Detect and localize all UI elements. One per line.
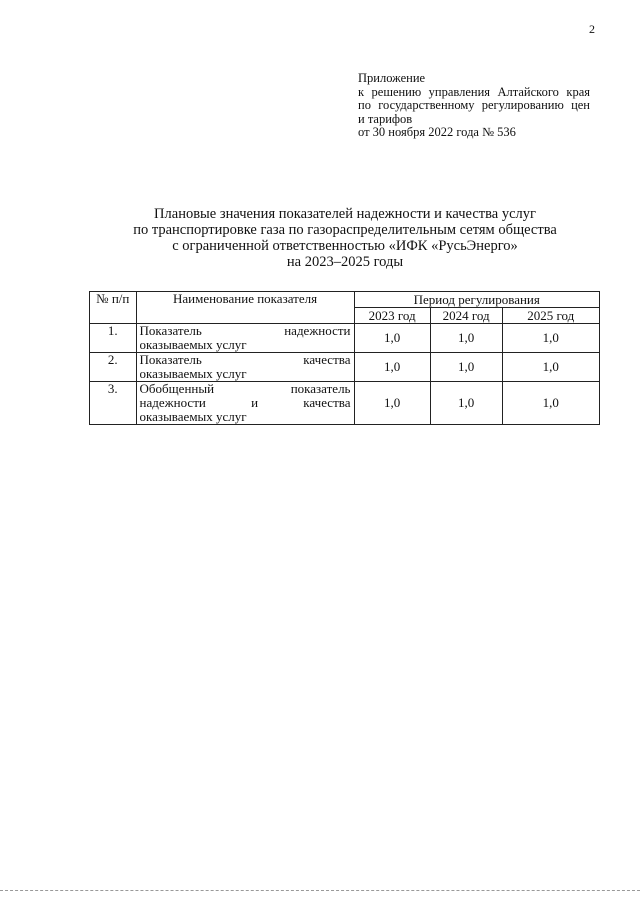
row-number: 2. bbox=[90, 353, 137, 382]
column-header-period: Период регулирования bbox=[354, 292, 600, 308]
indicator-name-line: Обобщенный показатель bbox=[139, 381, 351, 396]
column-header-year: 2025 год bbox=[502, 308, 599, 324]
indicator-name-line: надежности и качества bbox=[139, 395, 351, 410]
value-cell: 1,0 bbox=[430, 382, 502, 425]
indicator-name bbox=[136, 324, 354, 353]
appendix-line: к решению управления Алтайского края bbox=[358, 84, 590, 99]
value-cell: 1,0 bbox=[502, 324, 599, 353]
appendix-header bbox=[358, 72, 590, 140]
column-header-year: 2024 год bbox=[430, 308, 502, 324]
indicator-name bbox=[136, 382, 354, 425]
table-header-row bbox=[90, 292, 600, 308]
page-number: 2 bbox=[589, 22, 595, 36]
row-number: 3. bbox=[90, 382, 137, 425]
value-cell: 1,0 bbox=[354, 324, 430, 353]
title-line: на 2023–2025 годы bbox=[286, 254, 404, 270]
title-line: Плановые значения показателей надежности и качества услуг bbox=[154, 206, 536, 222]
appendix-line: по государственному регулированию цен bbox=[358, 98, 590, 112]
indicators-table bbox=[89, 291, 600, 425]
indicator-name bbox=[136, 353, 354, 382]
row-number: 1. bbox=[90, 324, 137, 353]
column-header-year: 2023 год bbox=[354, 308, 430, 324]
title-line: по транспортировке газа по газораспределительным сетям общества bbox=[133, 222, 557, 238]
appendix-line: и тарифов bbox=[358, 111, 413, 126]
indicator-name-line: Показатель качества bbox=[139, 352, 351, 367]
indicator-name-line: оказываемых услуг bbox=[139, 337, 247, 352]
column-header-number: № п/п bbox=[90, 292, 137, 324]
value-cell: 1,0 bbox=[354, 353, 430, 382]
table-row bbox=[90, 324, 600, 353]
value-cell: 1,0 bbox=[430, 353, 502, 382]
value-cell: 1,0 bbox=[354, 382, 430, 425]
table-row bbox=[90, 353, 600, 382]
indicator-name-line: Показатель надежности bbox=[139, 323, 351, 338]
indicator-name-line: оказываемых услуг bbox=[139, 409, 247, 424]
table-row bbox=[90, 382, 600, 425]
value-cell: 1,0 bbox=[430, 324, 502, 353]
appendix-title: Приложение bbox=[358, 71, 426, 85]
value-cell: 1,0 bbox=[502, 382, 599, 425]
page-bottom-divider bbox=[0, 890, 640, 891]
indicator-name-line: оказываемых услуг bbox=[139, 366, 247, 381]
column-header-name: Наименование показателя bbox=[136, 292, 354, 324]
document-title bbox=[90, 206, 600, 270]
value-cell: 1,0 bbox=[502, 353, 599, 382]
title-line: с ограниченной ответственностью «ИФК «РусьЭнерго» bbox=[172, 238, 518, 254]
appendix-date: от 30 ноября 2022 года № 536 bbox=[358, 125, 516, 139]
